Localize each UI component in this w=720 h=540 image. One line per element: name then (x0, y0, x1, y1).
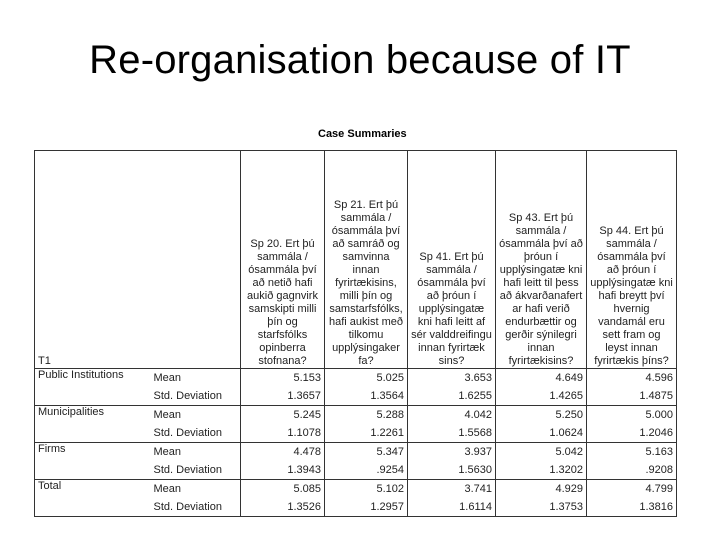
table-cell: 1.0624 (496, 424, 587, 443)
corner-label: T1 (35, 151, 151, 369)
table-cell: 1.3526 (241, 498, 325, 517)
table-caption: Case Summaries (318, 128, 407, 140)
group-label: Municipalities (35, 406, 151, 443)
table-cell: 1.3202 (496, 461, 587, 480)
table-cell: .9254 (325, 461, 408, 480)
table-cell: 1.3943 (241, 461, 325, 480)
case-summaries-table (34, 150, 677, 517)
table-cell: 5.153 (241, 369, 325, 388)
table-cell: 5.163 (587, 443, 677, 462)
table-cell: 1.2046 (587, 424, 677, 443)
table-body (35, 369, 677, 517)
table-cell: 1.5630 (408, 461, 496, 480)
slide-title: Re-organisation because of IT (89, 38, 631, 82)
statistic-label: Std. Deviation (151, 424, 241, 443)
table-cell: 1.1078 (241, 424, 325, 443)
table-cell: 1.2261 (325, 424, 408, 443)
table-cell: 5.102 (325, 480, 408, 499)
table-cell: 1.3816 (587, 498, 677, 517)
table-cell: 5.085 (241, 480, 325, 499)
table-row (35, 406, 677, 425)
table-cell: 4.799 (587, 480, 677, 499)
table-cell: 4.478 (241, 443, 325, 462)
table-cell: 5.288 (325, 406, 408, 425)
table-cell: 5.250 (496, 406, 587, 425)
table-cell: 5.025 (325, 369, 408, 388)
table-cell: 1.5568 (408, 424, 496, 443)
column-header: Sp 20. Ert þú sammála / ósammála því að netið hafi aukið gagnvirk samskipti milli þín og starfsfólks opinberra stofnana? (241, 151, 325, 369)
statistic-label: Std. Deviation (151, 387, 241, 406)
table-cell: 1.2957 (325, 498, 408, 517)
table-cell: 3.741 (408, 480, 496, 499)
statistic-label: Mean (151, 406, 241, 425)
table-cell: 1.6114 (408, 498, 496, 517)
table-cell: .9208 (587, 461, 677, 480)
statistic-label: Std. Deviation (151, 498, 241, 517)
statistic-label: Mean (151, 480, 241, 499)
table-cell: 4.042 (408, 406, 496, 425)
table-cell: 5.245 (241, 406, 325, 425)
column-header: Sp 21. Ert þú sammála / ósammála því að samráð og samvinna innan fyrirtækisins, milli þín og samstarfsfólks, hafi aukist með tilkomu upplýsingaker fa? (325, 151, 408, 369)
table-cell: 1.3564 (325, 387, 408, 406)
table-cell: 4.649 (496, 369, 587, 388)
column-header: Sp 41. Ert þú sammála / ósammála því að þróun í upplýsingatæ kni hafi leitt af sér valddreifingu innan fyrirtæk sins? (408, 151, 496, 369)
table-cell: 5.000 (587, 406, 677, 425)
table-cell: 4.929 (496, 480, 587, 499)
column-header: Sp 43. Ert þú sammála / ósammála því að þróun í upplýsingatæ kni hafi leitt til þess að ákvarðanafert ar hafi verið endurbættir og gerðir sýnilegri innan fyrirtækisins? (496, 151, 587, 369)
table-cell: 1.3657 (241, 387, 325, 406)
table-cell: 5.042 (496, 443, 587, 462)
column-header: Sp 44. Ert þú sammála / ósammála því að þróun í upplýsingatæ kni hafi breytt því hvernig vandamál eru sett fram og leyst innan fyrirtækis þíns? (587, 151, 677, 369)
statistic-label: Std. Deviation (151, 461, 241, 480)
statistic-label: Mean (151, 443, 241, 462)
corner-blank (151, 151, 241, 369)
table-row (35, 369, 677, 388)
table-cell: 1.4265 (496, 387, 587, 406)
group-label: Total (35, 480, 151, 517)
table-cell: 4.596 (587, 369, 677, 388)
table-cell: 3.937 (408, 443, 496, 462)
table-cell: 1.3753 (496, 498, 587, 517)
table-cell: 1.6255 (408, 387, 496, 406)
table-cell: 1.4875 (587, 387, 677, 406)
group-label: Public Institutions (35, 369, 151, 406)
table-cell: 5.347 (325, 443, 408, 462)
table-row (35, 443, 677, 462)
group-label: Firms (35, 443, 151, 480)
table-row (35, 480, 677, 499)
statistic-label: Mean (151, 369, 241, 388)
table-header-row (35, 151, 677, 369)
table-cell: 3.653 (408, 369, 496, 388)
